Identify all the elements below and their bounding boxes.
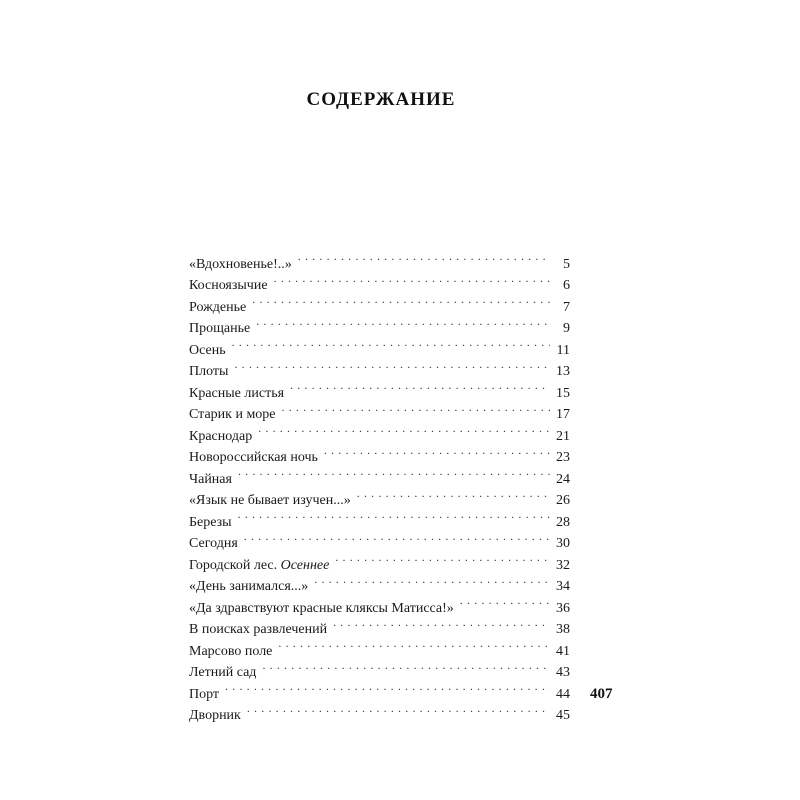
toc-entry-page-number: 7 bbox=[563, 299, 570, 315]
dot-leader bbox=[238, 461, 550, 483]
toc-entry-page-number: 45 bbox=[556, 708, 570, 723]
dot-leader bbox=[298, 246, 550, 268]
dot-leader bbox=[282, 397, 550, 419]
toc-entry bbox=[189, 354, 570, 379]
toc-entry-title bbox=[189, 533, 244, 555]
toc-entry-title-text: Дворник bbox=[189, 708, 241, 723]
toc-entry-page-number: 44 bbox=[556, 686, 570, 702]
toc-entry-title-text: Порт bbox=[189, 686, 220, 702]
toc-entry-title-text: Плоты bbox=[189, 364, 229, 379]
toc-entry-title bbox=[189, 297, 252, 319]
toc-entry-page-number: 15 bbox=[556, 385, 570, 401]
dot-leader bbox=[244, 526, 550, 548]
toc-entry-title bbox=[189, 576, 314, 598]
toc-entry-title-text: «Вдохновенье!..» bbox=[189, 256, 292, 272]
toc-entry-title-text: Косноязычие bbox=[189, 278, 268, 293]
toc-entry-title-text: Краснодар bbox=[189, 428, 253, 444]
toc-entry-page-number: 21 bbox=[556, 428, 570, 444]
toc-entry-title-text: Городской лес. bbox=[189, 557, 278, 573]
toc-entry-title-text: «Да здравствуют красные кляксы Матисса!» bbox=[189, 600, 454, 616]
toc-entry-page-number: 11 bbox=[556, 342, 570, 358]
dot-leader bbox=[357, 483, 550, 505]
toc-entry-page-number: 9 bbox=[563, 321, 570, 336]
toc-entry-title-text: Марсово поле bbox=[189, 643, 273, 659]
toc-entry bbox=[189, 483, 570, 508]
toc-entry-page-number: 23 bbox=[556, 450, 570, 465]
toc-entry-title-text: Красные листья bbox=[189, 385, 285, 401]
dot-leader bbox=[225, 676, 550, 698]
dot-leader bbox=[252, 289, 550, 311]
toc-entry-title bbox=[189, 383, 290, 405]
dot-leader bbox=[234, 354, 550, 376]
toc-entry-page-number: 41 bbox=[556, 643, 570, 659]
dot-leader bbox=[247, 698, 550, 720]
toc-entry-page-number: 38 bbox=[556, 622, 570, 637]
toc-entry-page-number: 32 bbox=[556, 557, 570, 573]
dot-leader bbox=[256, 311, 550, 333]
toc-entry-page-number: 5 bbox=[563, 256, 570, 272]
toc-entry-subtitle: Осеннее bbox=[280, 557, 330, 573]
toc-entry bbox=[189, 504, 570, 530]
toc-entry-page-number: 13 bbox=[556, 364, 570, 379]
toc-entry bbox=[189, 526, 570, 551]
page-number: 407 bbox=[590, 686, 613, 702]
table-of-contents bbox=[189, 246, 570, 723]
toc-entry-title bbox=[189, 512, 238, 534]
dot-leader bbox=[262, 655, 550, 677]
toc-entry bbox=[189, 332, 570, 358]
toc-entry-title-text: «День занимался...» bbox=[189, 579, 309, 594]
toc-entry-title-text: Новороссийская ночь bbox=[189, 450, 318, 465]
toc-entry-title bbox=[189, 684, 225, 706]
dot-leader bbox=[335, 547, 550, 569]
toc-entry-title-text: В поисках развлечений bbox=[189, 622, 328, 637]
dot-leader bbox=[460, 590, 550, 612]
toc-entry-title bbox=[189, 705, 247, 727]
dot-leader bbox=[324, 440, 550, 462]
toc-entry bbox=[189, 461, 570, 487]
dot-leader bbox=[274, 268, 550, 290]
toc-entry-page-number: 17 bbox=[556, 407, 570, 422]
toc-entry-page-number: 6 bbox=[563, 278, 570, 293]
toc-entry-title-text: Чайная bbox=[189, 471, 232, 487]
toc-entry bbox=[189, 698, 570, 723]
toc-entry-title-text: Летний сад bbox=[189, 665, 257, 680]
toc-entry-title-text: Сегодня bbox=[189, 536, 238, 551]
toc-entry-title-text: Осень bbox=[189, 342, 226, 358]
toc-entry-page-number: 28 bbox=[556, 514, 570, 530]
dot-leader bbox=[238, 504, 550, 526]
toc-entry-title bbox=[189, 426, 258, 448]
toc-entry-title bbox=[189, 469, 238, 491]
toc-entry-page-number: 36 bbox=[556, 600, 570, 616]
toc-entry-page-number: 34 bbox=[556, 579, 570, 594]
toc-entry-title-text: Рожденье bbox=[189, 299, 247, 315]
toc-entry bbox=[189, 246, 570, 272]
toc-entry-page-number: 30 bbox=[556, 536, 570, 551]
toc-entry-title bbox=[189, 340, 232, 362]
toc-entry-title bbox=[189, 361, 234, 383]
dot-leader bbox=[333, 612, 550, 634]
toc-entry-page-number: 43 bbox=[556, 665, 570, 680]
page-title: СОДЕРЖАНИЕ bbox=[306, 88, 456, 110]
dot-leader bbox=[258, 418, 550, 440]
toc-entry-title-text: Старик и море bbox=[189, 407, 276, 422]
toc-entry bbox=[189, 547, 570, 573]
toc-entry-page-number: 24 bbox=[556, 471, 570, 487]
dot-leader bbox=[232, 332, 550, 354]
toc-entry bbox=[189, 375, 570, 401]
toc-entry-title-text: Березы bbox=[189, 514, 232, 530]
dot-leader bbox=[314, 569, 550, 591]
toc-entry-title-text: Прощанье bbox=[189, 321, 251, 336]
dot-leader bbox=[278, 633, 550, 655]
toc-entry-title-text: «Язык не бывает изучен...» bbox=[189, 493, 351, 508]
dot-leader bbox=[290, 375, 550, 397]
toc-entry-page-number: 26 bbox=[556, 493, 570, 508]
toc-entry bbox=[189, 676, 570, 702]
